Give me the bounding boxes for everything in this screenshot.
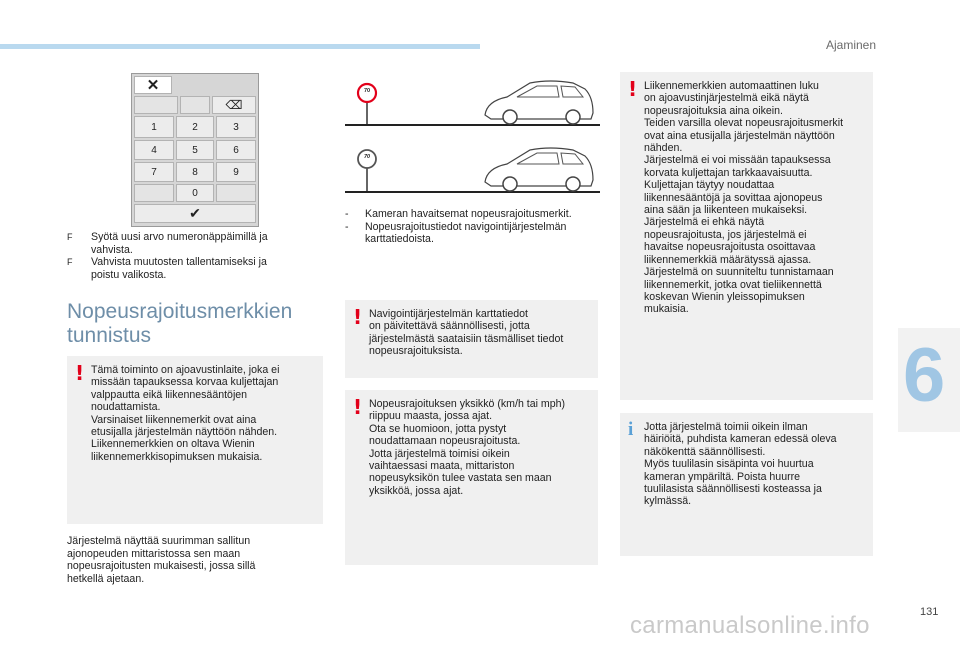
keypad-key-blank bbox=[216, 184, 256, 202]
warning-icon: ! bbox=[353, 305, 363, 329]
keypad-display-field bbox=[134, 96, 178, 114]
chapter-number: 6 bbox=[903, 333, 946, 418]
speed-sign-top-label: 70 bbox=[363, 88, 371, 94]
list-item bbox=[345, 208, 600, 221]
keypad-key-2: 2 bbox=[176, 116, 214, 138]
speed-sign-bottom-label: 70 bbox=[363, 154, 371, 160]
bullet-text: Vahvista muutosten tallentamiseksi ja poistu valikosta. bbox=[91, 256, 267, 281]
bullet-text: Syötä uusi arvo numeronäppäimillä ja vahvista. bbox=[91, 231, 268, 256]
list-item bbox=[345, 221, 600, 246]
warning-icon: ! bbox=[353, 395, 363, 419]
keypad-key-0: 0 bbox=[176, 184, 214, 202]
warning-text: Navigointijärjestelmän karttatiedot on päivitettävä säännöllisesti, jotta järjestelmästä saataisiin täsmälliset tiedot nopeusrajoituksista. bbox=[369, 308, 564, 358]
list-item bbox=[67, 231, 297, 256]
bullet-marker: F bbox=[67, 232, 73, 242]
warning-text: Tämä toiminto on ajoavustinlaite, joka ei missään tapauksessa korvaa kuljettajan valppautta eikä liikennesääntöjen noudattamista. Varsinaiset liikennemerkit ovat aina etusijalla järjestelmän näyttöön nähden. Liikennemerkkien on oltava Wienin liikennemerkkisopimuksen mukaisia. bbox=[91, 364, 280, 463]
keypad-key-6: 6 bbox=[216, 140, 256, 160]
instruction-bullets bbox=[67, 231, 297, 281]
warning-text: Nopeusrajoituksen yksikkö (km/h tai mph) riippuu maasta, jossa ajat. Ota se huomioon, jotta pystyt noudattamaan nopeusrajoitusta. Jotta järjestelmä toimisi oikein vaihtaessasi maata, mittariston nopeusyksikön tulee vastata sen maan yksikköä, jossa ajat. bbox=[369, 398, 566, 497]
keypad-key-7: 7 bbox=[134, 162, 174, 182]
info-icon: i bbox=[628, 419, 634, 440]
keypad-key-9: 9 bbox=[216, 162, 256, 182]
confirm-check-icon: ✔ bbox=[134, 204, 256, 223]
close-icon: ✕ bbox=[134, 76, 172, 94]
info-text: Jotta järjestelmä toimii oikein ilman häiriöitä, puhdista kameran edessä oleva näkökenttä säännöllisesti. Myös tuulilasin sisäpinta voi huurtua kameran ympäriltä. Poista huurre tuulilasista säännöllisesti kosteassa ja kylmässä. bbox=[644, 421, 837, 508]
dash-marker: - bbox=[345, 220, 349, 233]
warning-icon: ! bbox=[628, 77, 638, 101]
numeric-keypad-illustration bbox=[131, 73, 259, 227]
warning-box bbox=[345, 390, 598, 565]
section-heading: Nopeusrajoitusmerkkien tunnistus bbox=[67, 300, 293, 347]
keypad-key-1: 1 bbox=[134, 116, 174, 138]
warning-text: Liikennemerkkien automaattinen luku on ajoavustinjärjestelmä eikä näytä nopeusrajoituksia aina oikein. Teiden varsilla olevat nopeusrajoitusmerkit ovat aina etusijalla järjestelmän näyttöön nähden. Järjestelmä ei voi missään tapauksessa korvata kuljettajan tarkkaavaisuutta. Kuljettajan täytyy noudattaa liikennesääntöjä ja sovittaa ajonopeus aina sään ja liikenteen mukaiseksi. Järjestelmä ei ehkä näytä nopeusrajoitusta, jos järjestelmä ei havaitse nopeusrajoitusta osoittavaa liikennemerkkiä määrätyssä ajassa. Järjestelmä on suunniteltu tunnistamaan liikennemerkit, jotka ovat tieliikennettä koskevan Wienin yleissopimuksen mukaisia. bbox=[644, 80, 844, 316]
backspace-icon: ⌫ bbox=[212, 96, 256, 114]
keypad-key-5: 5 bbox=[176, 140, 214, 160]
section-title: Ajaminen bbox=[826, 38, 877, 52]
bullet-marker: F bbox=[67, 257, 73, 267]
keypad-display-field bbox=[180, 96, 210, 114]
car-and-sign-drawing bbox=[345, 75, 600, 195]
dash-text: Kameran havaitsemat nopeusrajoitusmerkit. bbox=[365, 208, 572, 220]
source-list bbox=[345, 208, 600, 246]
warning-box bbox=[345, 300, 598, 378]
warning-icon: ! bbox=[75, 361, 85, 385]
header-accent-bar bbox=[0, 44, 480, 49]
info-box bbox=[620, 413, 873, 556]
dash-text: Nopeusrajoitustiedot navigointijärjestelmän karttatiedoista. bbox=[365, 220, 567, 245]
keypad-key-4: 4 bbox=[134, 140, 174, 160]
watermark: carmanualsonline.info bbox=[630, 612, 870, 639]
dash-marker: - bbox=[345, 208, 349, 220]
speed-sign-illustration bbox=[345, 75, 600, 195]
list-item bbox=[67, 256, 297, 281]
page-number: 131 bbox=[920, 606, 939, 618]
warning-box bbox=[67, 356, 323, 524]
keypad-key-blank bbox=[134, 184, 174, 202]
keypad-key-3: 3 bbox=[216, 116, 256, 138]
keypad-key-8: 8 bbox=[176, 162, 214, 182]
body-paragraph: Järjestelmä näyttää suurimman sallitun ajonopeuden mittaristossa sen maan nopeusrajoitusten mukaisesti, jossa sillä hetkellä ajetaan. bbox=[67, 535, 256, 585]
warning-box bbox=[620, 72, 873, 400]
